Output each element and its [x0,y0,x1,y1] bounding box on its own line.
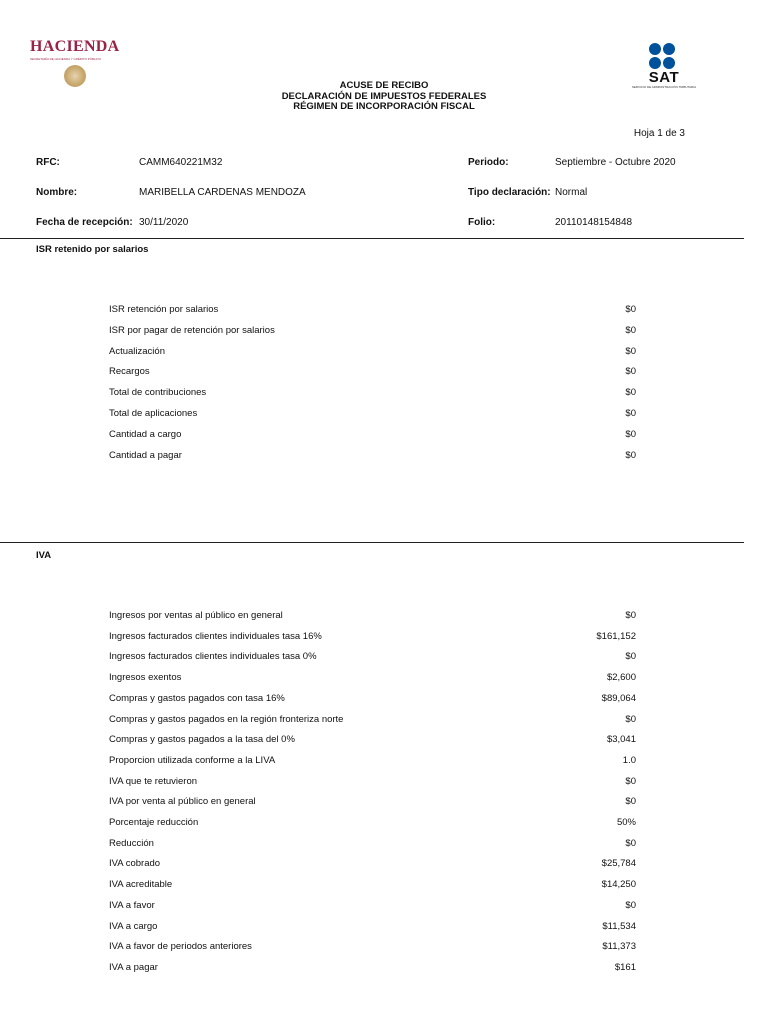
row-value: $0 [625,366,636,378]
row-value: $89,064 [601,692,636,704]
row-label: Compras y gastos pagados en la región fronteriza norte [109,713,344,725]
row-label: IVA a favor [109,899,155,911]
periodo-label: Periodo: [468,157,509,168]
fecha-recepcion-label: Fecha de recepción: [36,217,133,228]
divider [0,238,744,239]
sat-subtitle: SERVICIO DE ADMINISTRACIÓN TRIBUTARIA [631,85,697,89]
rfc-value: CAMM640221M32 [139,157,223,168]
row-label: Total de aplicaciones [109,408,198,419]
row-value: $0 [625,713,636,725]
row-label: Porcentaje reducción [109,817,199,828]
section-title-isr: ISR retenido por salarios [36,244,149,255]
row-label: IVA a pagar [109,961,158,973]
national-seal-icon [64,65,86,87]
folio-label: Folio: [468,217,496,228]
hacienda-logo [30,38,130,94]
row-label: IVA a favor de periodos anteriores [109,941,252,953]
nombre-value: MARIBELLA CARDENAS MENDOZA [139,187,306,198]
row-label: Ingresos exentos [109,672,182,684]
nombre-label: Nombre: [36,187,78,198]
header-line-1: ACUSE DE RECIBO [339,80,429,91]
row-value: $25,784 [601,858,636,870]
row-label: Ingresos por ventas al público en general [109,610,283,621]
row-value: $0 [625,796,636,808]
document-header [200,81,568,113]
tipo-declaracion-label: Tipo declaración: [468,187,551,198]
row-value: $161 [614,961,636,973]
row-label: ISR por pagar de retención por salarios [109,324,275,336]
header-line-3: RÉGIMEN DE INCORPORACIÓN FISCAL [293,101,475,112]
row-value: $11,534 [602,920,636,932]
row-label: IVA que te retuvieron [109,775,198,787]
row-value: $0 [625,775,636,787]
row-value: $11,373 [602,941,636,953]
fecha-recepcion-value: 30/11/2020 [139,217,189,228]
row-value: $0 [625,408,636,419]
row-label: Total de contribuciones [109,387,207,399]
section-title-iva: IVA [36,550,52,561]
periodo-value: Septiembre - Octubre 2020 [555,157,676,168]
row-label: IVA cobrado [109,858,161,870]
row-label: Reducción [109,837,154,849]
row-value: $14,250 [601,879,636,891]
row-value: $0 [625,324,636,336]
row-value: $3,041 [606,734,636,746]
hacienda-subtitle: SECRETARÍA DE HACIENDA Y CRÉDITO PÚBLICO [30,57,101,61]
sat-logo [616,42,712,98]
header-line-2: DECLARACIÓN DE IMPUESTOS FEDERALES [281,90,487,102]
row-label: IVA acreditable [109,879,173,891]
row-label: Cantidad a pagar [109,449,182,461]
row-value: $0 [625,304,636,315]
row-label: Cantidad a cargo [109,428,182,440]
row-value: $0 [625,387,636,399]
row-label: Ingresos facturados clientes individuales tasa 0% [109,651,317,663]
tipo-declaracion-value: Normal [555,187,588,198]
folio-value: 20110148154848 [555,217,633,228]
row-label: Actualización [109,345,165,357]
row-label: Proporcion utilizada conforme a la LIVA [109,754,276,766]
row-value: 50% [616,817,636,828]
row-value: $0 [625,837,636,849]
row-value: $0 [625,651,636,663]
row-value: $161,152 [596,630,636,642]
sat-dots-icon [648,42,676,70]
row-label: IVA por venta al público en general [109,796,256,808]
rfc-label: RFC: [36,157,60,168]
divider [0,542,744,543]
row-value: $0 [625,428,636,440]
row-value: $0 [625,449,636,461]
row-value: $0 [625,899,636,911]
row-label: Ingresos facturados clientes individuales tasa 16% [109,630,322,642]
row-label: Compras y gastos pagados a la tasa del 0% [109,734,295,746]
row-value: $0 [625,345,636,357]
page-indicator: Hoja 1 de 3 [633,128,685,139]
row-label: IVA a cargo [109,920,158,932]
row-value: $0 [625,610,636,621]
row-label: ISR retención por salarios [109,304,219,315]
row-value: $2,600 [606,672,636,684]
sat-wordmark: SAT [648,69,680,86]
row-value: 1.0 [622,754,636,766]
row-label: Recargos [109,366,150,378]
row-label: Compras y gastos pagados con tasa 16% [109,692,285,704]
hacienda-wordmark: HACIENDA [30,38,120,55]
